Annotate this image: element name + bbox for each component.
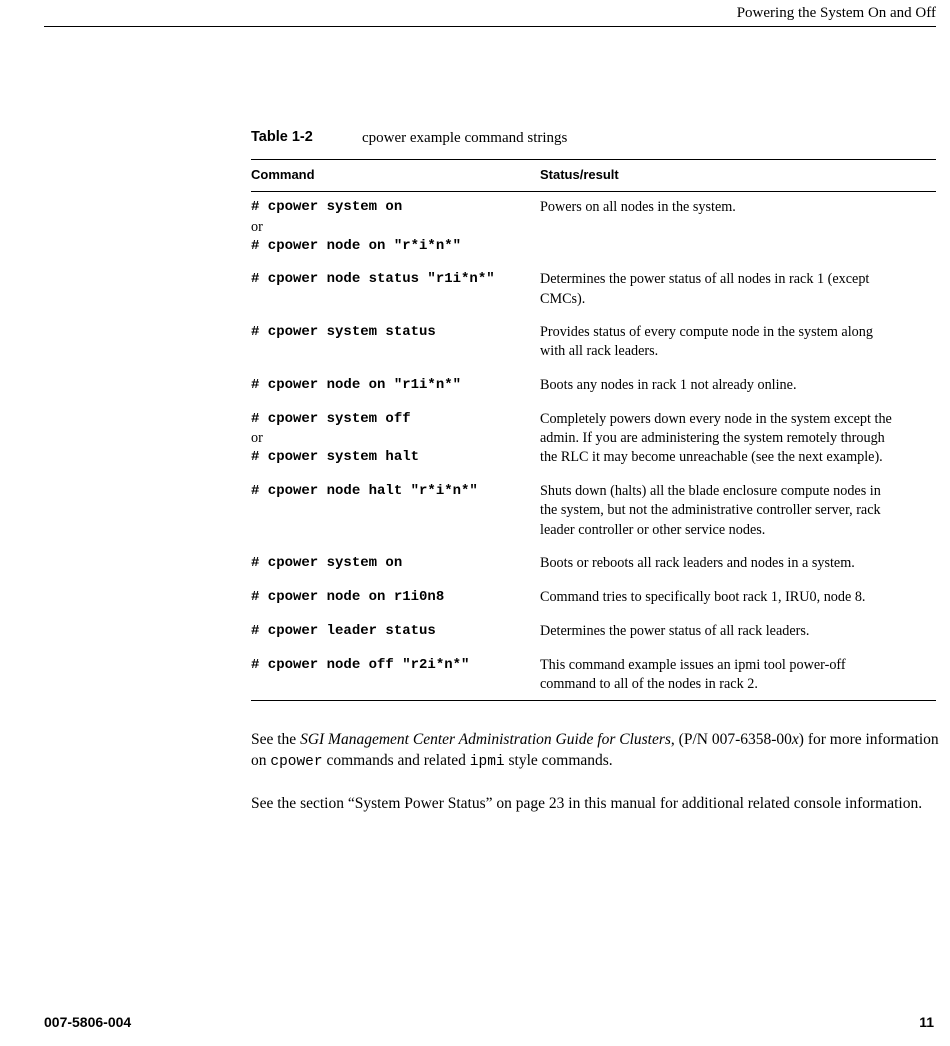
result-line: command to all of the nodes in rack 2. [540,676,758,693]
inline-code-cpower: cpower [270,754,323,770]
result-line: Boots or reboots all rack leaders and nodes in a system. [540,555,855,572]
result-line: admin. If you are administering the system remotely through [540,430,885,447]
result-line: with all rack leaders. [540,343,659,360]
book-title: SGI Management Center Administration Guide for Clusters [300,731,671,748]
result-cell [540,482,930,540]
or-separator: or [251,430,263,447]
column-header-status: Status/result [540,167,619,182]
result-line: Completely powers down every node in the system except the [540,410,892,427]
command-cell [251,376,536,396]
command-text: # cpower leader status [251,622,436,639]
command-text: # cpower system halt [251,449,420,466]
inline-code-ipmi: ipmi [469,754,505,770]
result-cell [540,588,930,607]
result-cell [540,622,930,641]
table-row [251,622,936,656]
result-line: Shuts down (halts) all the blade enclosure compute nodes in [540,483,881,500]
command-table [251,159,936,701]
command-text: # cpower node on "r1i*n*" [251,377,462,394]
result-cell [540,376,930,395]
result-line: This command example issues an ipmi tool power-off [540,656,846,673]
table-row [251,588,936,622]
table-number: Table 1-2 [251,129,313,145]
result-line: leader controller or other service nodes. [540,521,766,538]
running-header-title: Powering the System On and Off [736,5,936,21]
command-cell [251,622,536,642]
page-number: 11 [919,1014,934,1030]
command-text: # cpower node halt "r*i*n*" [251,483,478,500]
table-body [251,192,936,700]
result-line: CMCs). [540,290,586,307]
command-text: # cpower node on "r*i*n*" [251,237,462,254]
document-number: 007-5806-004 [44,1014,132,1030]
result-line: Provides status of every compute node in the system along [540,324,873,341]
command-cell [251,198,536,256]
table-header [251,160,936,192]
result-cell [540,656,930,695]
result-line: Determines the power status of all nodes in rack 1 (except [540,271,870,288]
result-line: Powers on all nodes in the system. [540,199,736,215]
command-text: # cpower node off "r2i*n*" [251,656,470,673]
table-row [251,198,936,270]
command-cell [251,656,536,676]
table-title: cpower example command strings [362,130,568,146]
result-cell [540,323,930,362]
paragraph-see-section: See the section “System Power Status” on page 23 in this manual for additional related console information. [251,795,923,812]
running-header [44,0,936,27]
result-line: the system, but not the administrative controller server, rack [540,502,881,519]
paragraph-more-info: See the SGI Management Center Administration Guide for Clusters, (P/N 007-6358-00x) for more information on cpower commands and related ipmi style commands. [251,731,939,770]
command-text: # cpower system off [251,410,411,427]
command-text: # cpower node on r1i0n8 [251,589,445,606]
result-line: Boots any nodes in rack 1 not already online. [540,377,797,394]
or-separator: or [251,218,263,235]
result-cell [540,410,930,468]
table-row [251,376,936,410]
table-caption [251,129,936,149]
result-cell [540,198,930,217]
command-cell [251,323,536,343]
command-text: # cpower system on [251,199,403,215]
table-row [251,323,936,376]
result-cell [540,554,930,573]
command-text: # cpower system on [251,555,403,572]
result-line: Command tries to specifically boot rack 1, IRU0, node 8. [540,589,866,606]
column-header-command: Command [251,167,315,182]
table-row [251,482,936,554]
command-cell [251,554,536,574]
result-line: the RLC it may become unreachable (see the next example). [540,449,883,466]
result-cell [540,270,930,309]
command-cell [251,588,536,608]
table-row [251,554,936,588]
result-line: Determines the power status of all rack leaders. [540,622,810,639]
command-cell [251,270,536,290]
command-cell [251,410,536,468]
table-row [251,656,936,695]
command-cell [251,482,536,502]
command-text: # cpower system status [251,324,436,341]
command-text: # cpower node status "r1i*n*" [251,271,495,288]
table-row [251,270,936,323]
table-row [251,410,936,482]
